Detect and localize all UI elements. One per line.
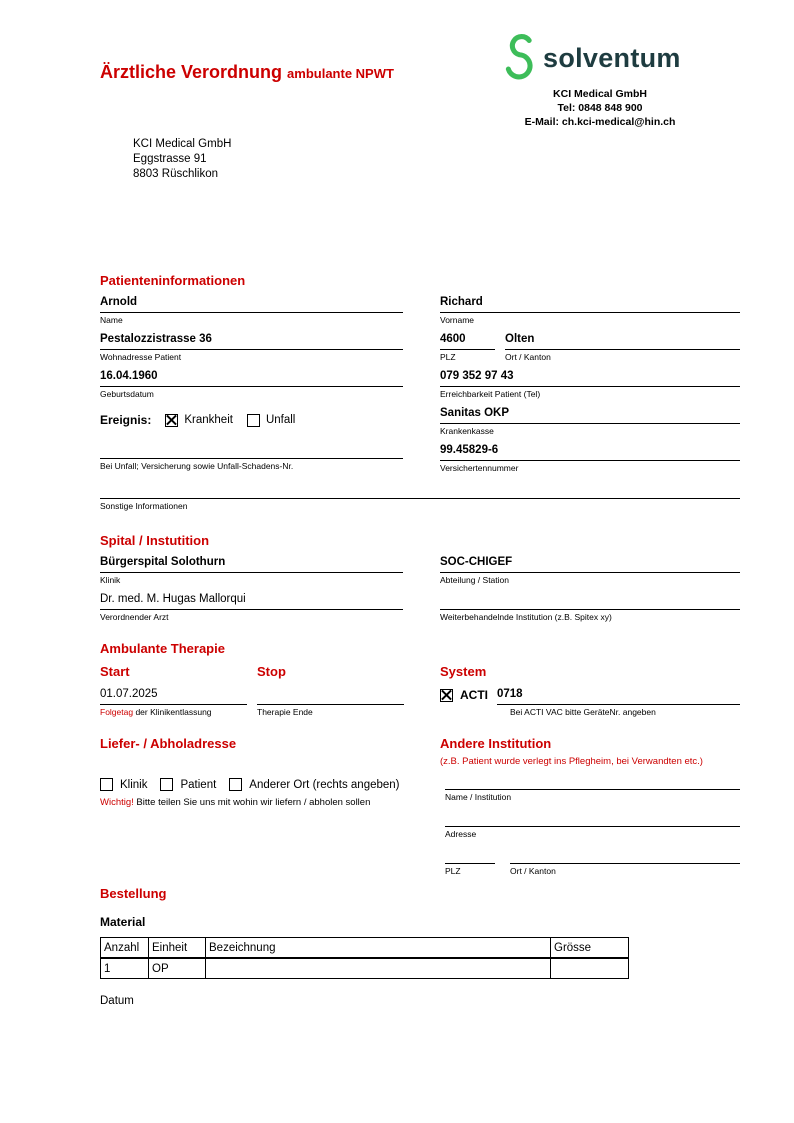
field-andere-ort-label: Ort / Kanton xyxy=(510,866,556,876)
field-andere-adresse-value[interactable] xyxy=(445,809,740,827)
field-andere-ort xyxy=(510,846,740,876)
field-geburtsdatum xyxy=(100,369,403,399)
field-versichertennummer-value[interactable]: 99.45829-6 xyxy=(440,443,740,461)
page-title: Ärztliche Verordnung xyxy=(100,62,283,82)
field-versichertennummer-label: Versichertennummer xyxy=(440,463,519,473)
field-wohnadresse xyxy=(100,332,403,362)
folgetag-red: Folgetag xyxy=(100,707,134,717)
material-label: Material xyxy=(100,915,146,929)
section-andere-institution-heading: Andere Institution xyxy=(440,736,552,751)
checkbox-krankheit-label: Krankheit xyxy=(184,414,233,426)
section-patient-heading: Patienteninformationen xyxy=(100,273,246,288)
field-ort-label: Ort / Kanton xyxy=(505,352,551,362)
contact-tel: Tel: 0848 848 900 xyxy=(557,102,643,114)
system-acti-row xyxy=(440,688,488,702)
solventum-logo-icon xyxy=(503,34,535,82)
field-andere-adresse-label: Adresse xyxy=(445,829,477,839)
field-andere-ort-value[interactable] xyxy=(510,846,740,864)
field-weiterbehandelnd-label: Weiterbehandelnde Institution (z.B. Spitex xy) xyxy=(440,612,612,622)
solventum-logo xyxy=(503,34,681,82)
field-therapie-start-value[interactable]: 01.07.2025 xyxy=(100,687,247,705)
field-weiterbehandelnd-value[interactable] xyxy=(440,592,740,610)
field-arzt-value[interactable]: Dr. med. M. Hugas Mallorqui xyxy=(100,592,403,610)
ereignis-row xyxy=(100,413,295,427)
field-vorname xyxy=(440,295,740,325)
material-col-groesse: Grösse xyxy=(551,938,629,959)
field-plz-label: PLZ xyxy=(440,352,456,362)
field-therapie-stop-label: Therapie Ende xyxy=(257,707,313,717)
field-sonstige-value[interactable] xyxy=(100,481,740,499)
checkbox-patient[interactable] xyxy=(160,778,173,791)
section-bestellung-heading: Bestellung xyxy=(100,886,167,901)
field-therapie-stop xyxy=(257,687,404,717)
field-telefon-label: Erreichbarkeit Patient (Tel) xyxy=(440,389,541,399)
field-geburtsdatum-value[interactable]: 16.04.1960 xyxy=(100,369,403,387)
material-table xyxy=(100,937,629,979)
material-cell-anzahl[interactable]: 1 xyxy=(101,958,149,979)
ereignis-label: Ereignis: xyxy=(100,413,152,427)
checkbox-unfall-label: Unfall xyxy=(265,414,296,426)
field-versichertennummer xyxy=(440,443,740,473)
therapie-stop-label: Stop xyxy=(257,664,286,679)
material-col-anzahl: Anzahl xyxy=(101,938,149,959)
field-therapie-stop-value[interactable] xyxy=(257,687,404,705)
andere-institution-note: (z.B. Patient wurde verlegt ins Pflegheim, bei Verwandten etc.) xyxy=(440,756,703,767)
field-sonstige-label: Sonstige Informationen xyxy=(100,501,188,511)
field-unfall-nr-value[interactable] xyxy=(100,441,403,459)
field-telefon-value[interactable]: 079 352 97 43 xyxy=(440,369,740,387)
field-klinik-label: Klinik xyxy=(100,575,121,585)
contact-block xyxy=(460,87,740,129)
field-sonstige xyxy=(100,481,740,511)
field-ort xyxy=(505,332,740,362)
sender-address xyxy=(133,137,231,182)
sender-street: Eggstrasse 91 xyxy=(133,153,207,165)
material-col-einheit: Einheit xyxy=(149,938,206,959)
wichtig-note xyxy=(100,797,370,809)
field-system-geraetenr-value[interactable]: 0718 xyxy=(497,687,740,705)
field-andere-name-value[interactable] xyxy=(445,772,740,790)
field-system-geraetenr-note: Bei ACTI VAC bitte GeräteNr. angeben xyxy=(510,707,656,717)
field-abteilung-label: Abteilung / Station xyxy=(440,575,509,585)
field-andere-plz xyxy=(445,846,495,876)
form-title-block xyxy=(100,62,394,83)
field-wohnadresse-label: Wohnadresse Patient xyxy=(100,352,182,362)
therapie-start-label: Start xyxy=(100,664,130,679)
field-ort-value[interactable]: Olten xyxy=(505,332,740,350)
field-name xyxy=(100,295,403,325)
field-telefon xyxy=(440,369,740,399)
field-krankenkasse-label: Krankenkasse xyxy=(440,426,494,436)
field-weiterbehandelnd xyxy=(440,592,740,622)
checkbox-acti-label: ACTI xyxy=(460,688,488,702)
field-system-geraetenr xyxy=(497,687,740,717)
contact-email: E-Mail: ch.kci-medical@hin.ch xyxy=(524,116,676,128)
liefer-options-row xyxy=(100,778,400,791)
field-abteilung-value[interactable]: SOC-CHIGEF xyxy=(440,555,740,573)
field-plz-value[interactable]: 4600 xyxy=(440,332,495,350)
field-vorname-label: Vorname xyxy=(440,315,475,325)
wichtig-red: Wichtig! xyxy=(100,797,134,808)
wichtig-rest: Bitte teilen Sie uns mit wohin wir liefern / abholen sollen xyxy=(133,797,371,808)
page-subtitle: ambulante NPWT xyxy=(287,66,394,81)
field-krankenkasse xyxy=(440,406,740,436)
material-table-row xyxy=(101,958,629,979)
checkbox-anderer-ort[interactable] xyxy=(229,778,242,791)
checkbox-klinik[interactable] xyxy=(100,778,113,791)
contact-company: KCI Medical GmbH xyxy=(553,88,647,100)
field-abteilung xyxy=(440,555,740,585)
material-cell-groesse[interactable] xyxy=(551,958,629,979)
material-col-bezeichnung: Bezeichnung xyxy=(206,938,551,959)
field-geburtsdatum-label: Geburtsdatum xyxy=(100,389,154,399)
field-plz xyxy=(440,332,495,362)
folgetag-rest: der Klinikentlassung xyxy=(133,707,212,717)
datum-label: Datum xyxy=(100,995,134,1007)
field-wohnadresse-value[interactable]: Pestalozzistrasse 36 xyxy=(100,332,403,350)
system-heading: System xyxy=(440,664,487,679)
field-andere-plz-value[interactable] xyxy=(445,846,495,864)
checkbox-krankheit[interactable] xyxy=(165,414,178,427)
section-spital-heading: Spital / Instutition xyxy=(100,533,210,548)
field-name-value[interactable]: Arnold xyxy=(100,295,403,313)
section-therapie-heading: Ambulante Therapie xyxy=(100,641,225,656)
field-arzt xyxy=(100,592,403,622)
field-therapie-start-label xyxy=(100,705,247,717)
material-cell-einheit[interactable]: OP xyxy=(149,958,206,979)
field-therapie-start xyxy=(100,687,247,717)
checkbox-unfall[interactable] xyxy=(247,414,260,427)
material-cell-bezeichnung[interactable] xyxy=(206,958,551,979)
field-andere-plz-label: PLZ xyxy=(445,866,461,876)
field-klinik-value[interactable]: Bürgerspital Solothurn xyxy=(100,555,403,573)
field-vorname-value[interactable]: Richard xyxy=(440,295,740,313)
field-name-label: Name xyxy=(100,315,123,325)
checkbox-anderer-ort-label: Anderer Ort (rechts angeben) xyxy=(249,778,400,791)
field-krankenkasse-value[interactable]: Sanitas OKP xyxy=(440,406,740,424)
field-unfall-nr xyxy=(100,441,403,471)
material-table-header-row xyxy=(101,938,629,959)
sender-company: KCI Medical GmbH xyxy=(133,138,232,150)
checkbox-acti[interactable] xyxy=(440,689,453,702)
field-andere-adresse xyxy=(445,809,740,839)
field-klinik xyxy=(100,555,403,585)
checkbox-patient-label: Patient xyxy=(180,778,217,791)
field-andere-name-label: Name / Institution xyxy=(445,792,512,802)
sender-city: 8803 Rüschlikon xyxy=(133,168,219,180)
section-liefer-heading: Liefer- / Abholadresse xyxy=(100,736,237,751)
field-andere-name xyxy=(445,772,740,802)
field-unfall-nr-label: Bei Unfall; Versicherung sowie Unfall-Schadens-Nr. xyxy=(100,461,294,471)
solventum-wordmark: solventum xyxy=(543,42,681,73)
field-arzt-label: Verordnender Arzt xyxy=(100,612,169,622)
checkbox-klinik-label: Klinik xyxy=(120,778,148,791)
